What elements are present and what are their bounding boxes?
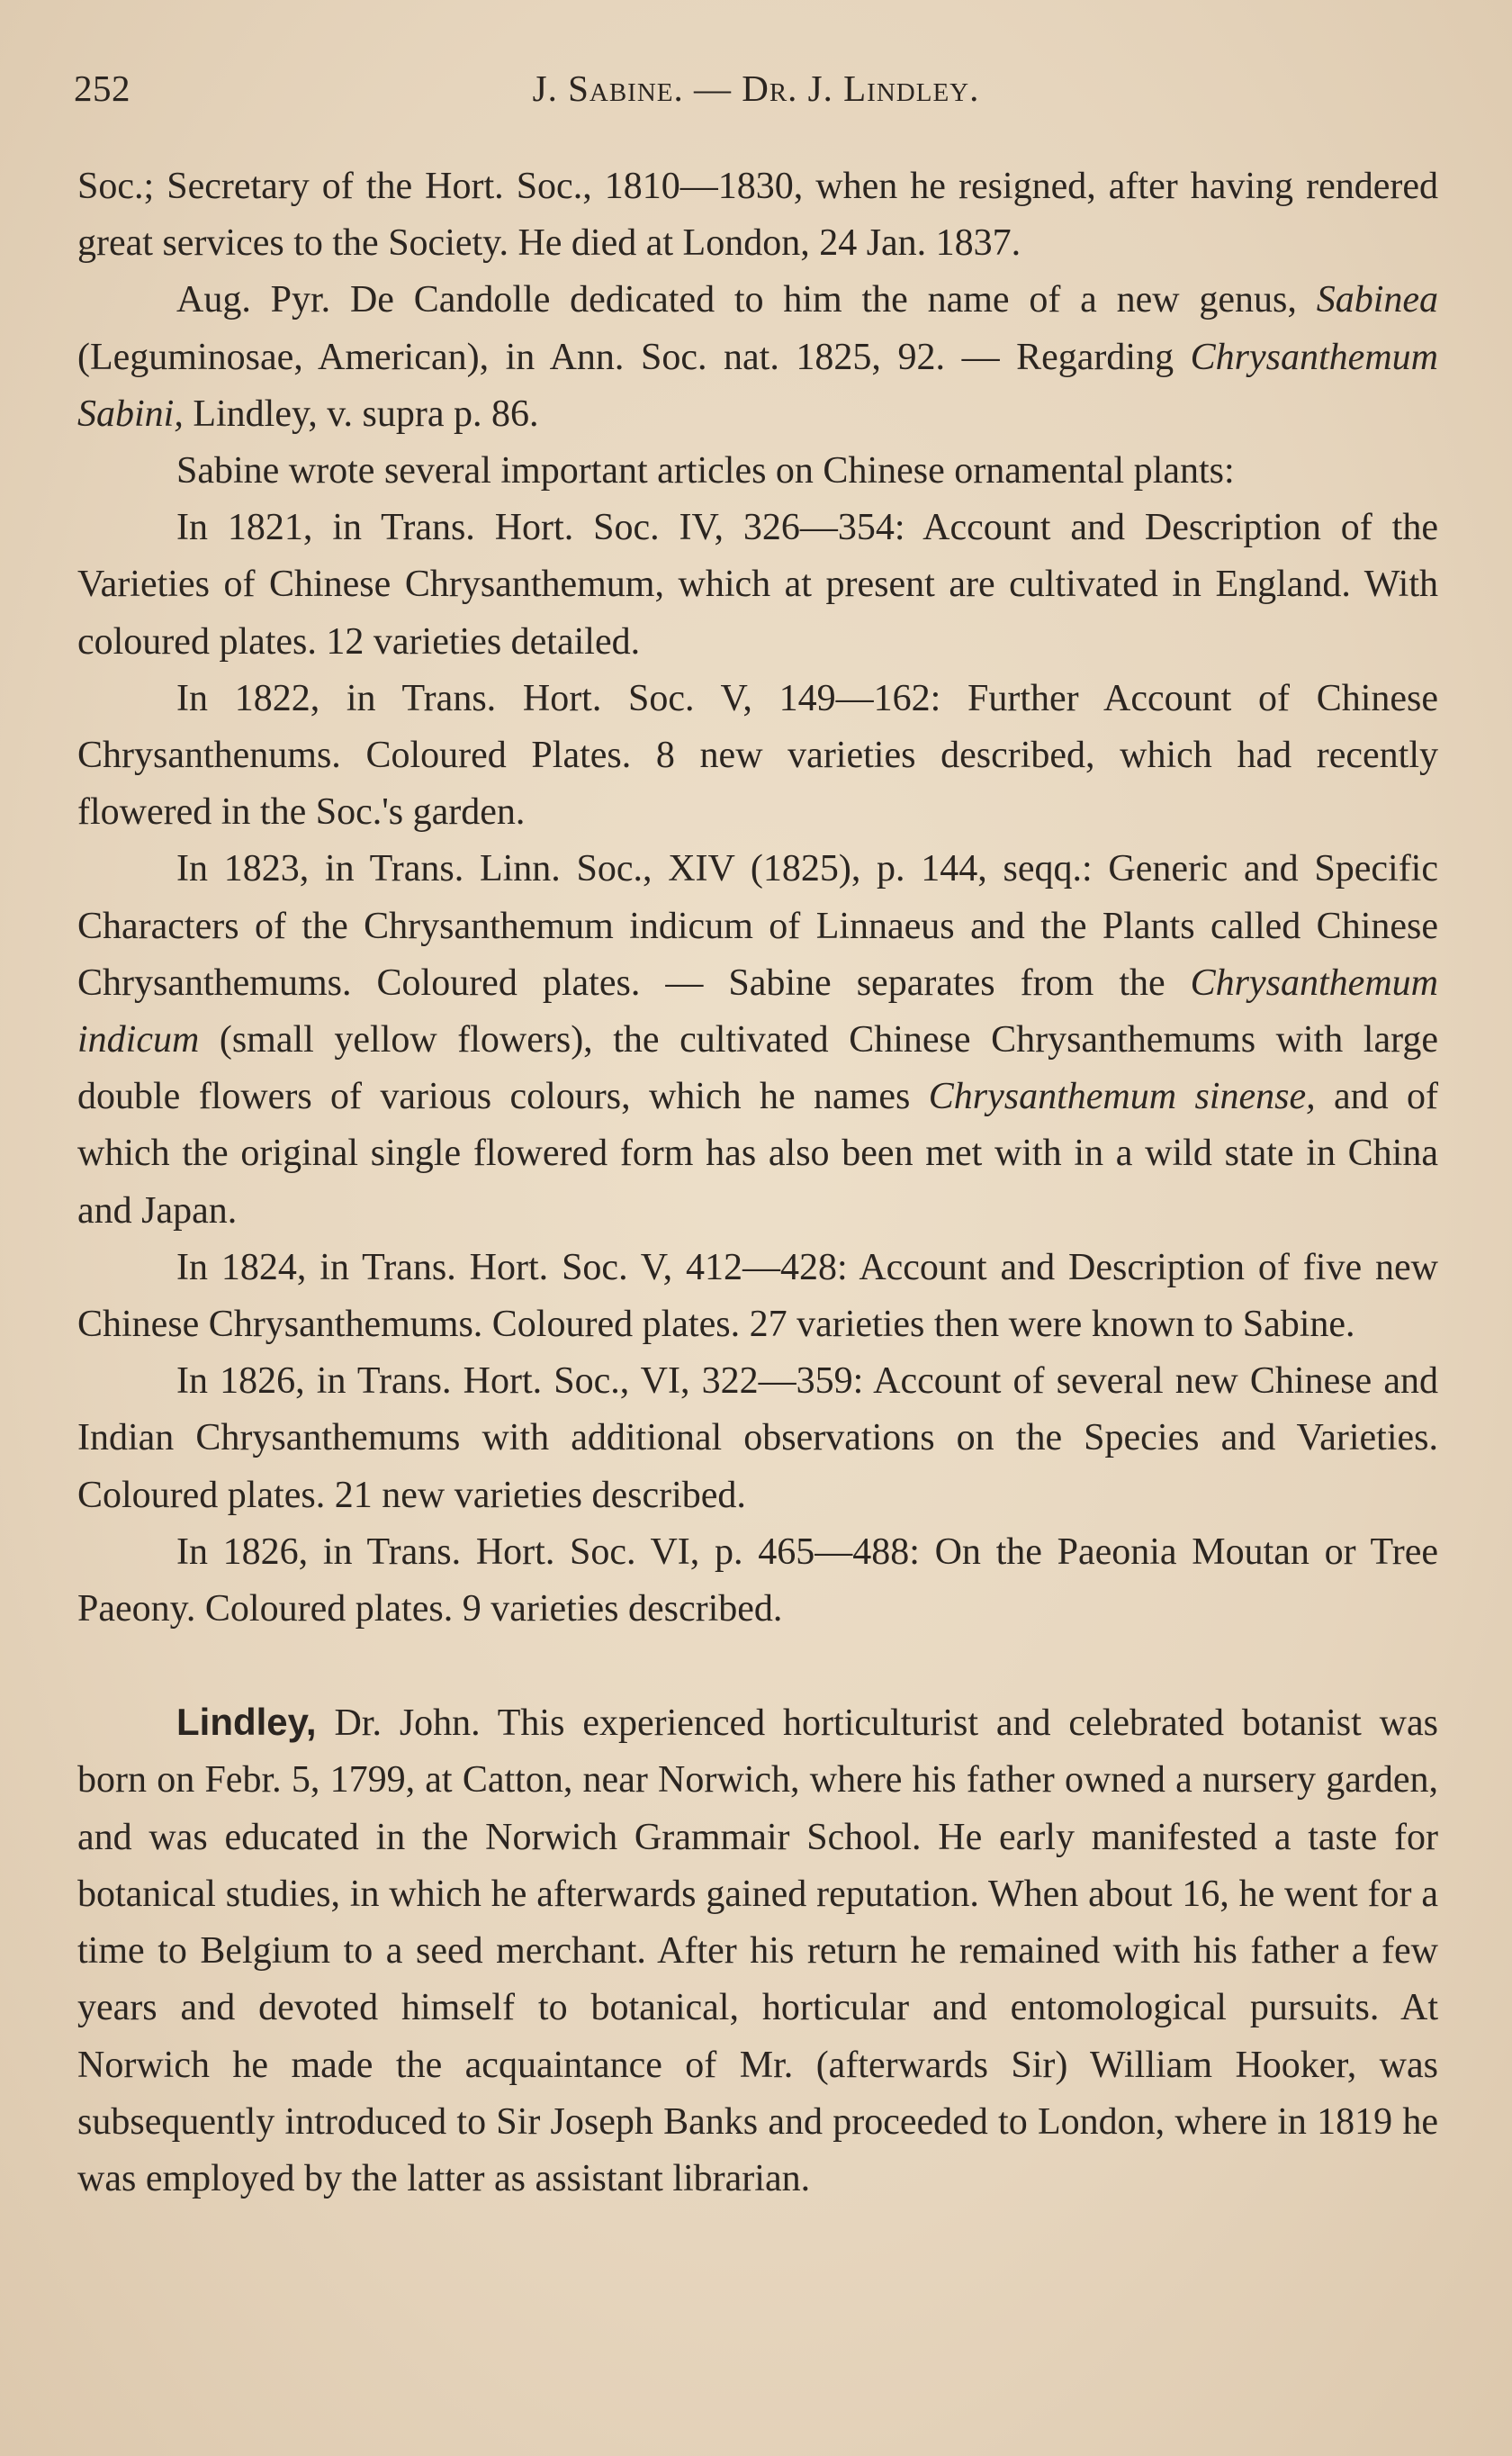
page-body	[77, 158, 1438, 2208]
text-run: and of which the original single flowered form has also been met with in a wild state in China and Japan.	[77, 1076, 1438, 1232]
genus-name: Sabinea	[1316, 279, 1438, 321]
species-name: Chrysanthemum indicum	[77, 962, 1438, 1061]
sabine-paragraph-6	[77, 841, 1438, 1239]
sabine-paragraph-4: In 1821, in Trans. Hort. Soc. IV, 326—354: Account and Description of the Varieties of Chinese Chrysanthemum, which at present are cultivated in England. With coloured plates. 12 varieties detailed.	[77, 507, 1438, 663]
page-header	[74, 67, 1438, 121]
text-run: (small yellow flowers), the cultivated Chinese Chrysanthemums with large double flowers of various colours, which he names	[77, 1019, 1438, 1118]
text-run: Lindley, v. supra p. 86.	[183, 393, 539, 435]
sabine-paragraph-5: In 1822, in Trans. Hort. Soc. V, 149—162: Further Account of Chinese Chrysanthenums. Coloured Plates. 8 new varieties described, which had recently flowered in the Soc.'s garden.	[77, 677, 1438, 834]
lindley-entry	[77, 1693, 1438, 2208]
running-head: J. Sabine. — Dr. J. Lindley.	[532, 68, 980, 109]
entry-text: Dr. John. This experienced horticulturist and celebrated botanist was born on Febr. 5, 1799, at Catton, near Norwich, where his father owned a nursery garden, and was educated in the Norwich Grammair School. He early manifested a taste for botanical studies, in which he afterwards gained reputation. When about 16, he went for a time to Belgium to a seed merchant. After his return he remained with his father a few years and devoted himself to botanical, horticular and entomological pursuits. At Norwich he made the acquaintance of Mr. (afterwards Sir) William Hooker, was subsequently introduced to Sir Joseph Banks and proceeded to London, where in 1819 he was employed by the latter as assistant librarian.	[77, 1702, 1438, 2199]
sabine-paragraph-1: Soc.; Secretary of the Hort. Soc., 1810—1830, when he resigned, after having rendered great services to the Society. He died at London, 24 Jan. 1837.	[77, 166, 1438, 265]
sabine-paragraph-8: In 1826, in Trans. Hort. Soc., VI, 322—359: Account of several new Chinese and Indian Chrysanthemums with additional observations on the Species and Varieties. Coloured plates. 21 new varieties described.	[77, 1360, 1438, 1516]
species-name: Chrysanthemum Sabini,	[77, 336, 1438, 435]
page-number: 252	[74, 68, 130, 109]
text-run: Aug. Pyr. De Candolle dedicated to him the name of a new genus,	[176, 279, 1317, 321]
sabine-paragraph-3: Sabine wrote several important articles on Chinese ornamental plants:	[176, 450, 1235, 492]
sabine-paragraph-2	[77, 272, 1438, 443]
sabine-paragraph-9: In 1826, in Trans. Hort. Soc. VI, p. 465—488: On the Paeonia Moutan or Tree Paeony. Coloured plates. 9 varieties described.	[77, 1530, 1438, 1630]
text-run: (Leguminosae, American), in Ann. Soc. nat. 1825, 92. — Regarding	[77, 336, 1191, 378]
text-run: In 1823, in Trans. Linn. Soc., XIV (1825), p. 144, seqq.: Generic and Specific Characters of the Chrysanthemum indicum of Linnaeus and the Plants called Chinese Chrysanthemums. Coloured plates. — Sabine separates from the	[77, 848, 1438, 1004]
sabine-paragraph-7: In 1824, in Trans. Hort. Soc. V, 412—428: Account and Description of five new Chinese Chrysanthemums. Coloured plates. 27 varieties then were known to Sabine.	[77, 1246, 1438, 1346]
entry-name: Lindley,	[176, 1701, 317, 1744]
species-name: Chrysanthemum sinense,	[928, 1076, 1316, 1118]
